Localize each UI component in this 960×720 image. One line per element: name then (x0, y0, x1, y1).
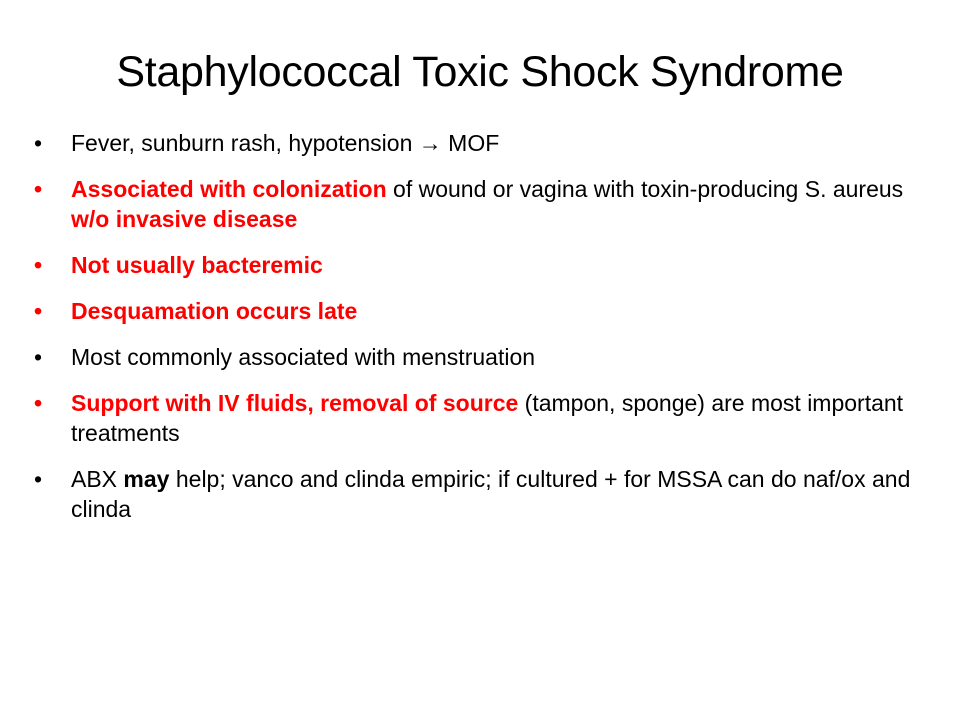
right-arrow-icon: → (418, 130, 442, 156)
bullet-emphasis: Associated with colonization (71, 176, 387, 202)
bullet-marker: • (34, 344, 43, 370)
bullet-text: Fever, sunburn rash, hypotension (71, 130, 419, 156)
bullet-marker: • (34, 130, 43, 156)
bullet-emphasis: Not usually bacteremic (71, 252, 323, 278)
bullet-emphasis: Support with IV fluids, removal of source (71, 390, 519, 416)
bullet-text: help; vanco and clinda empiric; if cultured + for MSSA can do naf/ox and clinda (71, 466, 911, 522)
bullet-emphasis: Desquamation occurs late (71, 298, 358, 324)
bullet-emphasis: w/o invasive disease (71, 206, 298, 232)
bullet-item (34, 250, 914, 280)
bullet-text: ABX (71, 466, 124, 492)
bullet-text: (tampon, sponge) are most important treatments (71, 390, 904, 446)
bullet-item (34, 128, 914, 158)
bullet-marker: • (34, 390, 43, 416)
bullet-list (34, 128, 914, 540)
bullet-item (34, 174, 914, 234)
bullet-item (34, 342, 914, 372)
bullet-item (34, 388, 914, 448)
bullet-text: of wound or vagina with toxin-producing S. aureus (386, 176, 904, 202)
bullet-marker: • (34, 466, 43, 492)
bullet-marker: • (34, 298, 43, 324)
bullet-marker: • (34, 252, 43, 278)
bullet-marker: • (34, 176, 43, 202)
bullet-item (34, 296, 914, 326)
bullet-item (34, 464, 914, 524)
bullet-text: MOF (441, 130, 500, 156)
bullet-emphasis: may (123, 466, 170, 492)
slide-title: Staphylococcal Toxic Shock Syndrome (116, 48, 844, 96)
bullet-text: Most commonly associated with menstruation (71, 344, 536, 370)
